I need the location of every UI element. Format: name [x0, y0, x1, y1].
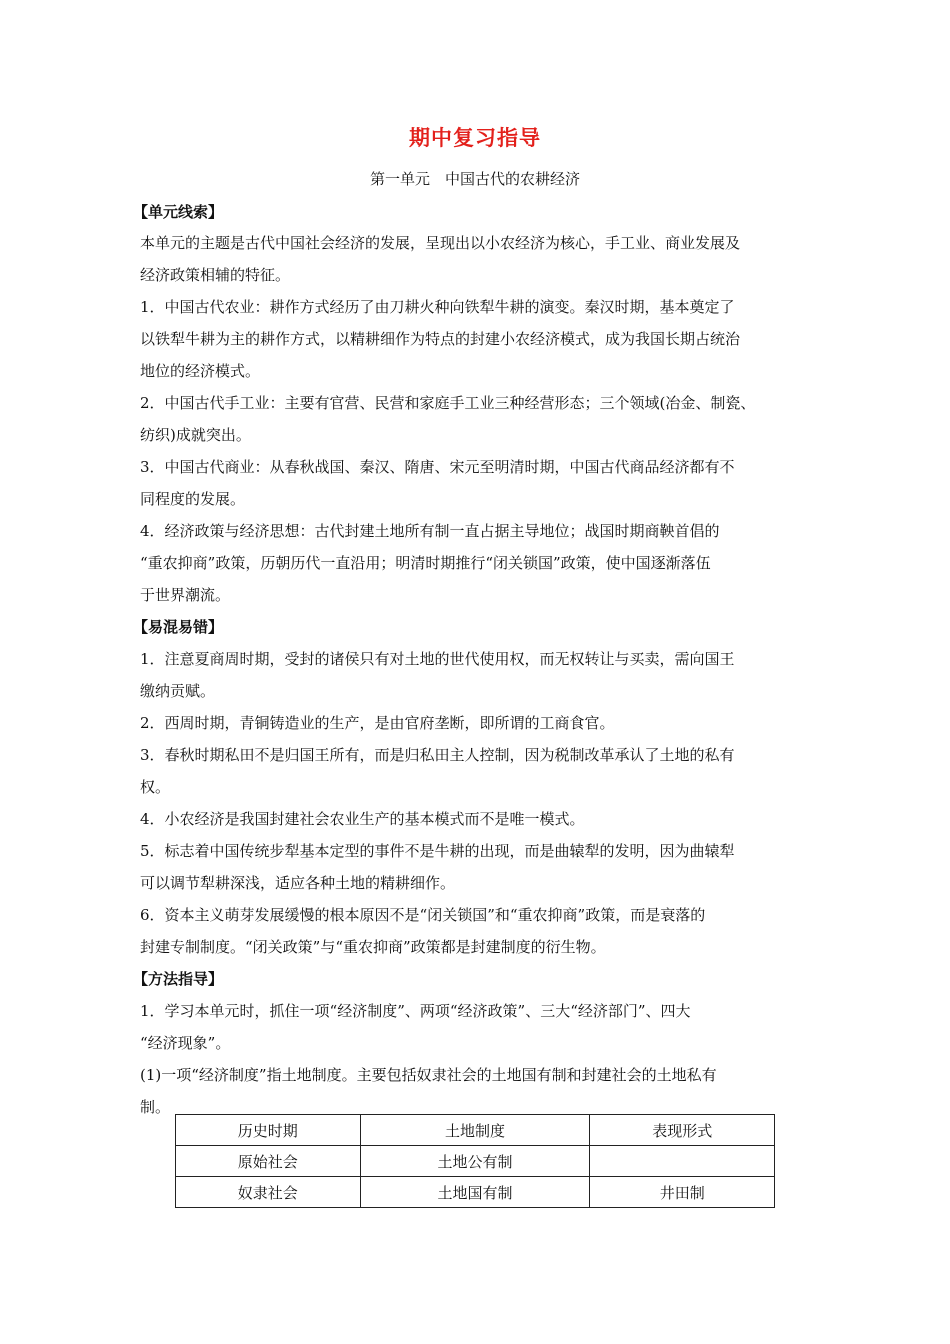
body-line: 3．中国古代商业：从春秋战国、秦汉、隋唐、宋元至明清时期，中国古代商品经济都有不: [140, 458, 735, 476]
body-line: 于世界潮流。: [140, 586, 231, 604]
body-line: 1．注意夏商周时期，受封的诸侯只有对土地的世代使用权，而无权转让与买卖，需向国王: [140, 650, 735, 668]
unit-subtitle: 第一单元 中国古代的农耕经济: [369, 170, 580, 188]
body-line: 权。: [140, 778, 171, 796]
body-line: 2．中国古代手工业：主要有官营、民营和家庭手工业三种经营形态；三个领域(冶金、制瓷、: [140, 394, 756, 412]
body-line: 1．中国古代农业：耕作方式经历了由刀耕火种向铁犁牛耕的演变。秦汉时期，基本奠定了: [140, 298, 735, 316]
body-line: 3．春秋时期私田不是归国王所有，而是归私田主人控制，因为税制改革承认了土地的私有: [140, 746, 735, 764]
table-header-cell: 表现形式: [590, 1115, 775, 1146]
table-cell: [590, 1146, 775, 1177]
body-line: 4．经济政策与经济思想：古代封建土地所有制一直占据主导地位；战国时期商鞅首倡的: [140, 522, 720, 540]
body-line: 可以调节犁耕深浅，适应各种土地的精耕细作。: [140, 874, 456, 892]
page-title: 期中复习指导: [409, 126, 541, 150]
table-cell: 土地公有制: [360, 1146, 590, 1177]
table-row: [176, 1177, 775, 1208]
body-line: 1．学习本单元时，抓住一项“经济制度”、两项“经济政策”、三大“经济部门”、四大: [140, 1002, 691, 1020]
body-line: 5．标志着中国传统步犁基本定型的事件不是牛耕的出现，而是曲辕犁的发明，因为曲辕犁: [140, 842, 735, 860]
body-line: 以铁犁牛耕为主的耕作方式，以精耕细作为特点的封建小农经济模式，成为我国长期占统治: [140, 330, 741, 348]
body-line: 地位的经济模式。: [140, 362, 261, 380]
table-cell: 奴隶社会: [176, 1177, 361, 1208]
body-line: 同程度的发展。: [140, 490, 246, 508]
body-line: 本单元的主题是古代中国社会经济的发展，呈现出以小农经济为核心，手工业、商业发展及: [140, 234, 741, 252]
section-heading-mistakes: 【易混易错】: [133, 618, 224, 636]
section-heading-clues: 【单元线索】: [133, 203, 224, 221]
table-cell: 土地国有制: [360, 1177, 590, 1208]
body-line: “经济现象”。: [140, 1034, 231, 1052]
table-cell: 井田制: [590, 1177, 775, 1208]
table-header-row: [176, 1115, 775, 1146]
body-line: 缴纳贡赋。: [140, 682, 216, 700]
table-row: [176, 1146, 775, 1177]
body-line: 纺织)成就突出。: [140, 426, 251, 444]
table-cell: 原始社会: [176, 1146, 361, 1177]
body-line: 封建专制制度。“闭关政策”与“重农抑商”政策都是封建制度的衍生物。: [140, 938, 606, 956]
body-line: 2．西周时期，青铜铸造业的生产，是由官府垄断，即所谓的工商食官。: [140, 714, 615, 732]
body-line: 6．资本主义萌芽发展缓慢的根本原因不是“闭关锁国”和“重农抑商”政策，而是衰落的: [140, 906, 706, 924]
table-header-cell: 土地制度: [360, 1115, 590, 1146]
body-line: (1)一项“经济制度”指土地制度。主要包括奴隶社会的土地国有制和封建社会的土地私有: [140, 1066, 717, 1084]
land-system-table: [175, 1114, 775, 1208]
body-line: 制。: [140, 1098, 171, 1116]
section-heading-methods: 【方法指导】: [133, 970, 224, 988]
body-line: 经济政策相辅的特征。: [140, 266, 291, 284]
body-line: “重农抑商”政策，历朝历代一直沿用；明清时期推行“闭关锁国”政策，使中国逐渐落伍: [140, 554, 711, 572]
body-line: 4．小农经济是我国封建社会农业生产的基本模式而不是唯一模式。: [140, 810, 585, 828]
table-header-cell: 历史时期: [176, 1115, 361, 1146]
